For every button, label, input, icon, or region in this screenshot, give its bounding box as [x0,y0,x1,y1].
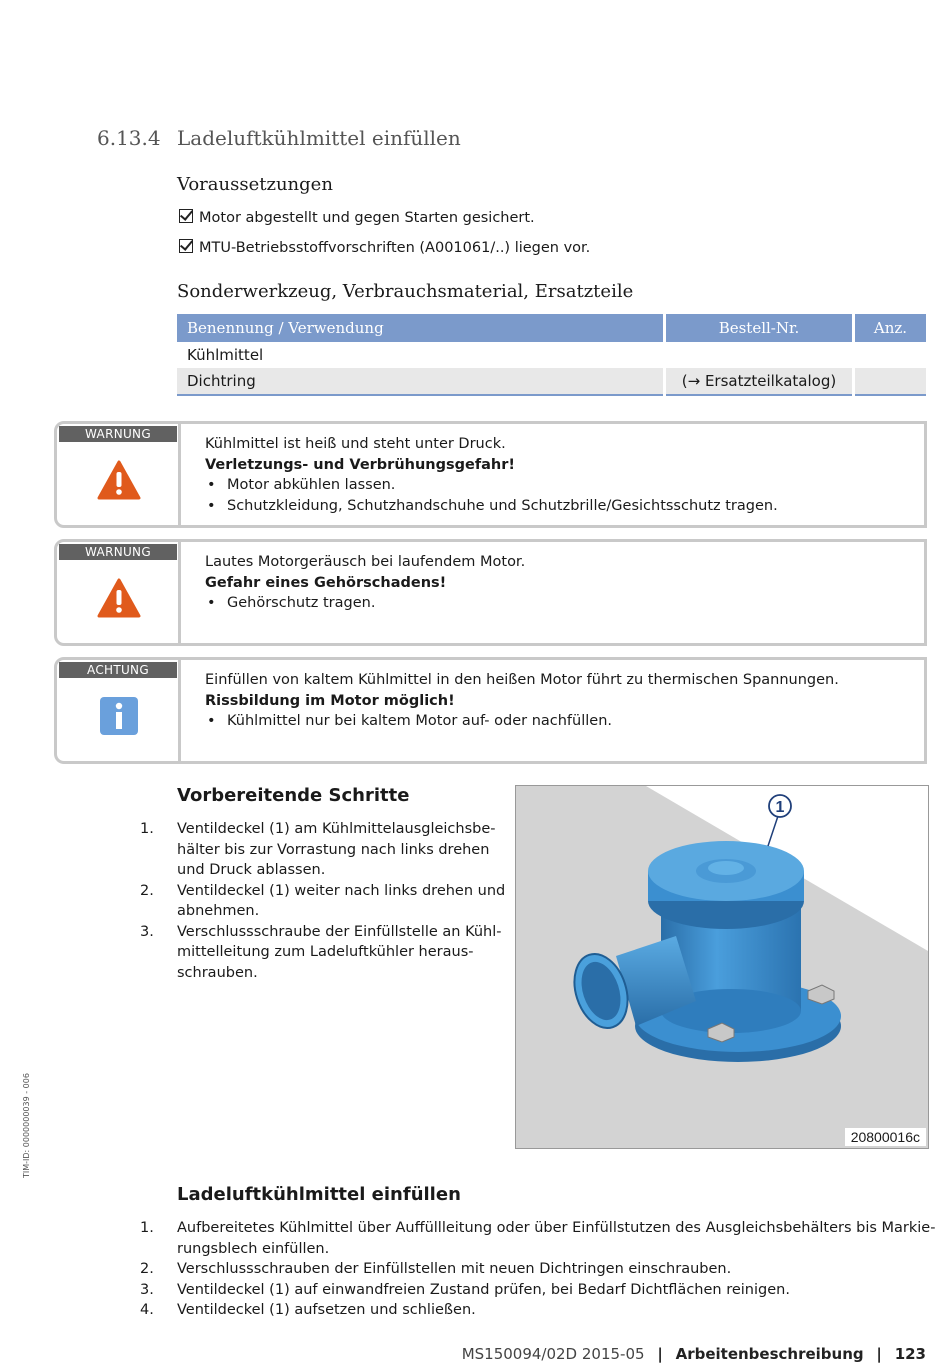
section-number: 6.13.4 [97,126,161,150]
chapter-name: Arbeitenbeschreibung [675,1345,864,1363]
step-item: 1. Aufbereitetes Kühlmittel über Auffüllleitung oder über Einfüllstutzen des Ausgleichsbehälters bis Markie- rungsblech einfüllen. [140,1220,936,1257]
notice-tag: WARNUNG [59,544,177,560]
step-item: 2. Verschlussschrauben der Einfüllstellen mit neuen Dichtringen einschrauben. [140,1261,732,1277]
table-cell [854,342,927,368]
notice-tag: ACHTUNG [59,662,177,678]
notice-bullets [205,475,778,516]
page-number: 123 [894,1345,926,1363]
table-header-row [177,314,926,342]
warning-triangle-icon [97,460,141,500]
notice-message: Lautes Motorgeräusch bei laufendem Motor. [205,554,526,570]
filling-heading: Ladeluftkühlmittel einfüllen [177,1184,461,1205]
notice-bullets [205,711,839,732]
notice-message: Einfüllen von kaltem Kühlmittel in den heißen Motor führt zu thermischen Spannungen. [205,672,839,688]
footer-separator: | [876,1345,882,1363]
table-cell: Dichtring [177,368,665,395]
footer-separator: | [657,1345,663,1363]
table-cell [854,368,927,395]
prerequisite-item: Motor abgestellt und gegen Starten gesichert. [179,208,535,229]
preparatory-steps [140,819,505,983]
valve-cover-figure [515,785,929,1149]
notice-text [205,552,525,614]
notice-hazard: Gefahr eines Gehörschadens! [205,574,447,591]
step-item: 2. Ventildeckel (1) weiter nach links drehen und abnehmen. [140,882,506,919]
column-header: Benennung / Verwendung [177,314,665,342]
notice-divider [178,660,181,761]
notice-tag: WARNUNG [59,426,177,442]
notice-text [205,670,839,732]
tools-heading: Sonderwerkzeug, Verbrauchsmaterial, Ersatzteile [177,281,634,302]
list-item: • Kühlmittel nur bei kaltem Motor auf- oder nachfüllen. [205,711,839,732]
section-title: Ladeluftkühlmittel einfüllen [177,126,461,150]
column-header: Bestell-Nr. [665,314,854,342]
table-row [177,368,926,395]
prerequisite-item: MTU-Betriebsstoffvorschriften (A001061/..) liegen vor. [179,238,590,259]
info-icon [99,696,139,736]
list-item: • Motor abkühlen lassen. [205,475,778,496]
list-item: • Gehörschutz tragen. [205,593,525,614]
step-item: 3. Ventildeckel (1) auf einwandfreien Zustand prüfen, bei Bedarf Dichtflächen reinigen. [140,1281,790,1298]
checkbox-checked-icon [179,239,193,253]
warning-triangle-icon [97,578,141,618]
notice-hazard: Verletzungs- und Verbrühungsgefahr! [205,456,516,473]
warning-notice [54,421,927,528]
table-cell: Kühlmittel [177,342,665,368]
notice-hazard: Rissbildung im Motor möglich! [205,692,455,709]
table-cell: (→ Ersatzteilkatalog) [665,368,854,395]
column-header: Anz. [854,314,927,342]
notice-text [205,434,778,516]
table-row [177,342,926,368]
valve-cover-illustration [516,786,928,1148]
parts-table [177,314,926,396]
step-item: 4. Ventildeckel (1) aufsetzen und schließen. [140,1302,476,1318]
notice-bullets [205,593,525,614]
page-footer [462,1345,926,1363]
tim-id: TIM-ID: 0000000039 - 006 [22,1073,31,1178]
table-cell [665,342,854,368]
step-item: 1. Ventildeckel (1) am Kühlmittelausgleichsbe- hälter bis zur Vorrastung nach links drehen und Druck ablassen. [140,821,496,878]
document-id: MS150094/02D 2015-05 [461,1345,645,1363]
figure-code: 20800016c [845,1128,926,1146]
checkbox-checked-icon [179,209,193,223]
caution-notice [54,657,927,764]
notice-divider [178,424,181,525]
step-item: 3. Verschlussschraube der Einfüllstelle an Kühl- mittelleitung zum Ladeluftkühler heraus- schrauben. [140,923,502,981]
warning-notice [54,539,927,646]
filling-steps [140,1218,935,1321]
prerequisites-heading: Voraussetzungen [177,174,333,195]
notice-message: Kühlmittel ist heiß und steht unter Druck. [205,436,506,452]
list-item: • Schutzkleidung, Schutzhandschuhe und Schutzbrille/Gesichtsschutz tragen. [205,496,778,517]
callout-number: 1 [775,799,785,816]
preparatory-heading: Vorbereitende Schritte [177,785,410,806]
notice-divider [178,542,181,643]
